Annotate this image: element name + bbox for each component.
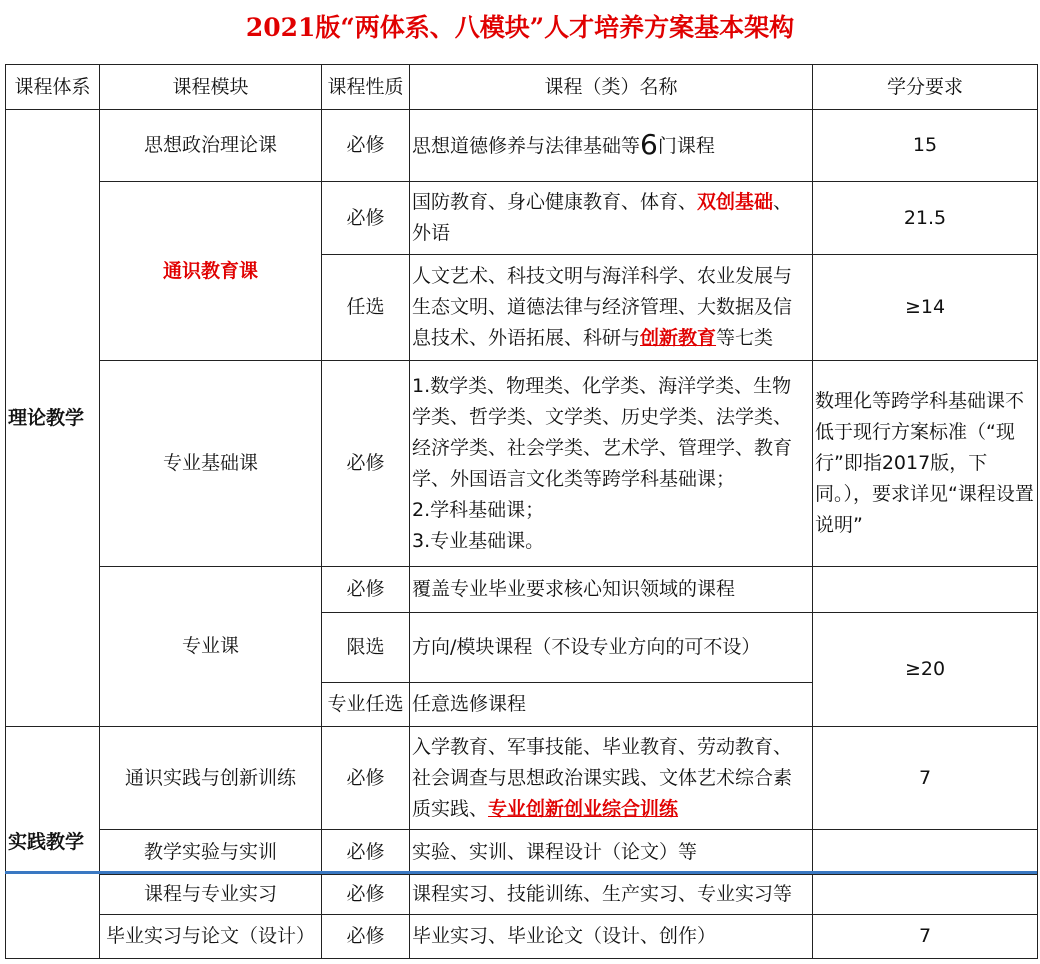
credit-cell: 7 [813,915,1038,959]
course-name-cell: 实验、实训、课程设计（论文）等 [410,830,813,875]
nature-cell: 必修 [322,110,410,182]
nature-cell: 必修 [322,875,410,915]
credit-cell: ≥20 [813,613,1038,727]
course-highlight: 专业创新创业综合训练 [488,797,679,820]
nature-cell: 必修 [322,361,410,567]
table-row [6,875,1038,915]
course-text: 门课程 [657,135,715,157]
table-row [6,915,1038,959]
table-row [6,182,1038,255]
header-module: 课程模块 [100,65,322,110]
credit-cell-empty [813,830,1038,875]
credit-cell-empty [813,567,1038,613]
module-cell-highlight: 通识教育课 [100,182,322,361]
module-cell: 毕业实习与论文（设计） [100,915,322,959]
course-highlight: 双创基础 [697,191,774,213]
header-credit: 学分要求 [813,65,1038,110]
table-row [6,110,1038,182]
table-row [6,830,1038,875]
module-cell: 思想政治理论课 [100,110,322,182]
header-system: 课程体系 [6,65,100,110]
credit-cell: 15 [813,110,1038,182]
module-cell: 课程与专业实习 [100,875,322,915]
course-line: 3.专业基础课。 [412,529,545,552]
section-divider [5,871,1037,874]
course-name-cell [410,361,813,567]
course-text: 人文艺术、科技文明与海洋科学、农业发展与生态文明、道德法律与经济管理、大数据及信息技术、外语拓展、科研与 [412,265,793,349]
course-name-cell [410,727,813,830]
nature-cell: 必修 [322,727,410,830]
nature-cell: 专业任选 [322,683,410,727]
credit-cell: 7 [813,727,1038,830]
header-row [6,65,1038,110]
nature-cell: 必修 [322,830,410,875]
system-theory: 理论教学 [6,110,100,727]
course-line: 1.数学类、物理类、化学类、海洋学类、生物学类、哲学类、文学类、历史学类、法学类、经济学类、社会学类、艺术学、管理学、教育学、外国语言文化类等跨学科基础课； [412,374,793,490]
course-name-cell [410,110,813,182]
credit-cell: 21.5 [813,182,1038,255]
course-name-cell: 课程实习、技能训练、生产实习、专业实习等 [410,875,813,915]
course-text: 思想道德修养与法律基础等 [412,135,641,157]
module-cell: 通识实践与创新训练 [100,727,322,830]
course-name-cell: 任意选修课程 [410,683,813,727]
system-practice: 实践教学 [6,727,100,959]
table-row [6,361,1038,567]
module-cell: 专业基础课 [100,361,322,567]
nature-cell: 必修 [322,182,410,255]
header-nature: 课程性质 [322,65,410,110]
course-name-cell [410,182,813,255]
course-name-cell: 覆盖专业毕业要求核心知识领域的课程 [410,567,813,613]
course-count: 6 [640,128,658,161]
table-row [6,567,1038,613]
nature-cell: 必修 [322,915,410,959]
curriculum-table [5,64,1038,959]
course-name-cell: 方向/模块课程（不设专业方向的可不设） [410,613,813,683]
course-name-cell [410,255,813,361]
module-cell: 教学实验与实训 [100,830,322,875]
credit-cell-empty [813,875,1038,915]
credit-cell: 数理化等跨学科基础课不低于现行方案标准（“现行”即指2017版，下同。），要求详见“课程设置说明” [813,361,1038,567]
course-text: 国防教育、身心健康教育、体育、 [412,191,698,213]
nature-cell: 必修 [322,567,410,613]
course-name-cell: 毕业实习、毕业论文（设计、创作） [410,915,813,959]
nature-cell: 限选 [322,613,410,683]
course-text: 等七类 [716,327,774,349]
nature-cell: 任选 [322,255,410,361]
course-line: 2.学科基础课； [412,498,545,521]
module-cell: 专业课 [100,567,322,727]
course-highlight: 创新教育 [640,327,717,349]
page-title: 2021版“两体系、八模块”人才培养方案基本架构 [245,13,795,42]
credit-cell: ≥14 [813,255,1038,361]
header-course-name: 课程（类）名称 [410,65,813,110]
course-text: 入学教育、军事技能、毕业教育、劳动教育、社会调查与思想政治课实践、文体艺术综合素质实践、 [412,735,793,820]
course-text: 、外语 [412,191,793,244]
table-row [6,727,1038,830]
